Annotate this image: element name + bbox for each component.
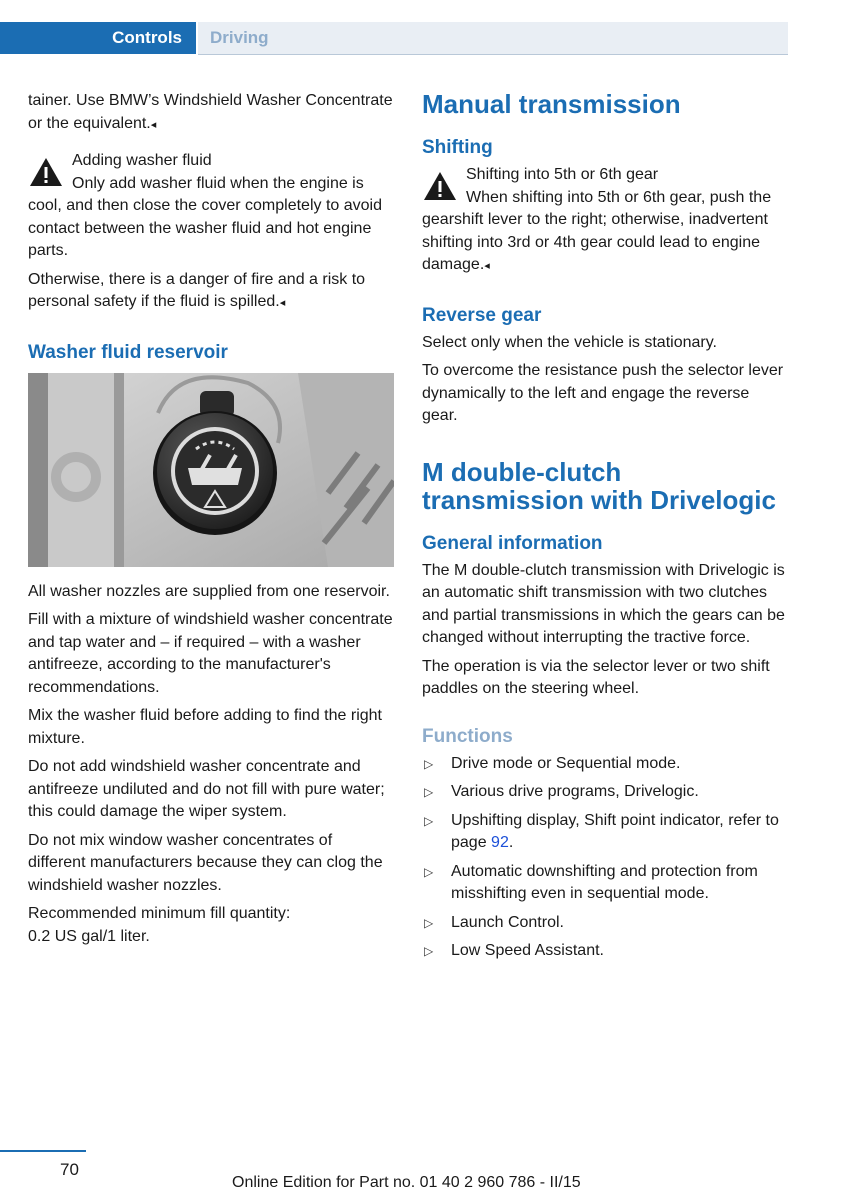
paragraph-1: All washer nozzles are supplied from one reservoir. [28,582,390,600]
heading-reverse-gear: Reverse gear [422,304,542,326]
fill-quantity [28,903,394,948]
heading-manual-transmission: Manual transmission [422,89,681,119]
list-item [422,753,789,776]
header-divider [198,54,788,55]
list-item [422,861,789,906]
list-item-text: Automatic downshifting and protection from misshifting even in sequential mode. [451,862,758,902]
reverse-paragraph-2: To overcome the resistance push the selector lever dynamically to the left and engage the reverse gear. [422,362,784,424]
paragraph-3: Mix the washer fluid before adding to find the right mixture. [28,707,382,747]
tab-driving[interactable]: Driving [198,22,788,54]
bullet-triangle-icon: ▷ [424,785,434,799]
warning-title: Adding washer fluid [72,152,212,169]
list-item-text: Low Speed Assistant. [451,942,604,959]
list-item [422,781,789,804]
page-number: 70 [60,1160,79,1179]
list-item-text: Upshifting display, Shift point indicator, refer to page [451,811,779,851]
end-mark: ◂ [484,260,490,272]
paragraph-5: Do not mix window washer concentrates of different manufacturers because they can clog the windshield washer nozzles. [28,831,383,894]
footer-edition: Online Edition for Part no. 01 40 2 960 786 - II/15 [232,1174,581,1191]
bullet-triangle-icon: ▷ [424,813,434,828]
warning-text-2-body: Otherwise, there is a danger of fire and a risk to personal safety if the fluid is spilled. [28,270,366,310]
right-column [422,90,789,969]
reverse-paragraph-1: Select only when the vehicle is stationary. [422,333,717,351]
heading-m-double-clutch: M double-clutch transmission with Drivelogic [422,456,776,515]
paragraph-2: Fill with a mixture of windshield washer concentrate and tap water and – if required – with a washer antifreeze, according to the manufacturer's recommendations. [28,611,393,696]
washer-fluid-reservoir-photo [28,373,394,567]
warning-shifting [422,164,789,278]
warning-title: Shifting into 5th or 6th gear [466,166,659,183]
end-mark: ◂ [150,118,157,131]
warning-icon [28,156,64,188]
paragraph-4: Do not add windshield washer concentrate and antifreeze undiluted and do not fill with pure water; this could damage the wiper system. [28,758,385,820]
warning-adding-washer-fluid [28,150,394,263]
list-item-text: Launch Control. [451,913,564,931]
heading-general-information: General information [422,532,603,554]
footer-divider [0,1150,86,1152]
left-column [28,90,394,948]
tab-controls[interactable]: Controls [0,22,196,54]
warning-text: Only add washer fluid when the engine is cool, and then close the cover completely to avoid contact between the washer fluid and hot engine parts. [28,174,382,259]
bullet-triangle-icon: ▷ [424,756,434,771]
list-item [422,912,789,935]
list-item [422,810,789,855]
bullet-triangle-icon: ▷ [424,944,434,958]
fill-quantity-value: 0.2 US gal/1 liter. [28,927,150,945]
intro-paragraph [28,90,394,136]
warning-text: When shifting into 5th or 6th gear, push the gearshift lever to the right; otherwise, inadvertent shifting into 3rd or 4th gear could lead to engine damage. [422,188,772,273]
list-item [422,940,789,963]
bullet-triangle-icon: ▷ [424,915,434,930]
page-link[interactable]: 92 [491,834,509,851]
general-paragraph-1: The M double-clutch transmission with Drivelogic is an automatic shift transmission with two clutches and partial transmissions in which the gears can be changed without interrupting the tractive force. [422,561,785,646]
bullet-triangle-icon: ▷ [424,864,434,879]
heading-functions: Functions [422,725,513,747]
list-item-text: Various drive programs, Drivelogic. [451,783,699,800]
warning-text-2 [28,269,394,315]
list-item-text: Drive mode or Sequential mode. [451,754,681,772]
heading-washer-fluid-reservoir: Washer fluid reservoir [28,341,228,363]
list-item-text-end: . [508,834,514,851]
heading-shifting: Shifting [422,137,493,158]
fill-quantity-label: Recommended minimum fill quantity: [28,905,291,922]
warning-icon [422,170,458,202]
functions-list [422,753,789,963]
intro-text: tainer. Use BMW’s Windshield Washer Concentrate or the equivalent. [28,92,393,132]
general-paragraph-2: The operation is via the selector lever or two shift paddles on the steering wheel. [422,657,770,697]
end-mark: ◂ [279,297,286,309]
